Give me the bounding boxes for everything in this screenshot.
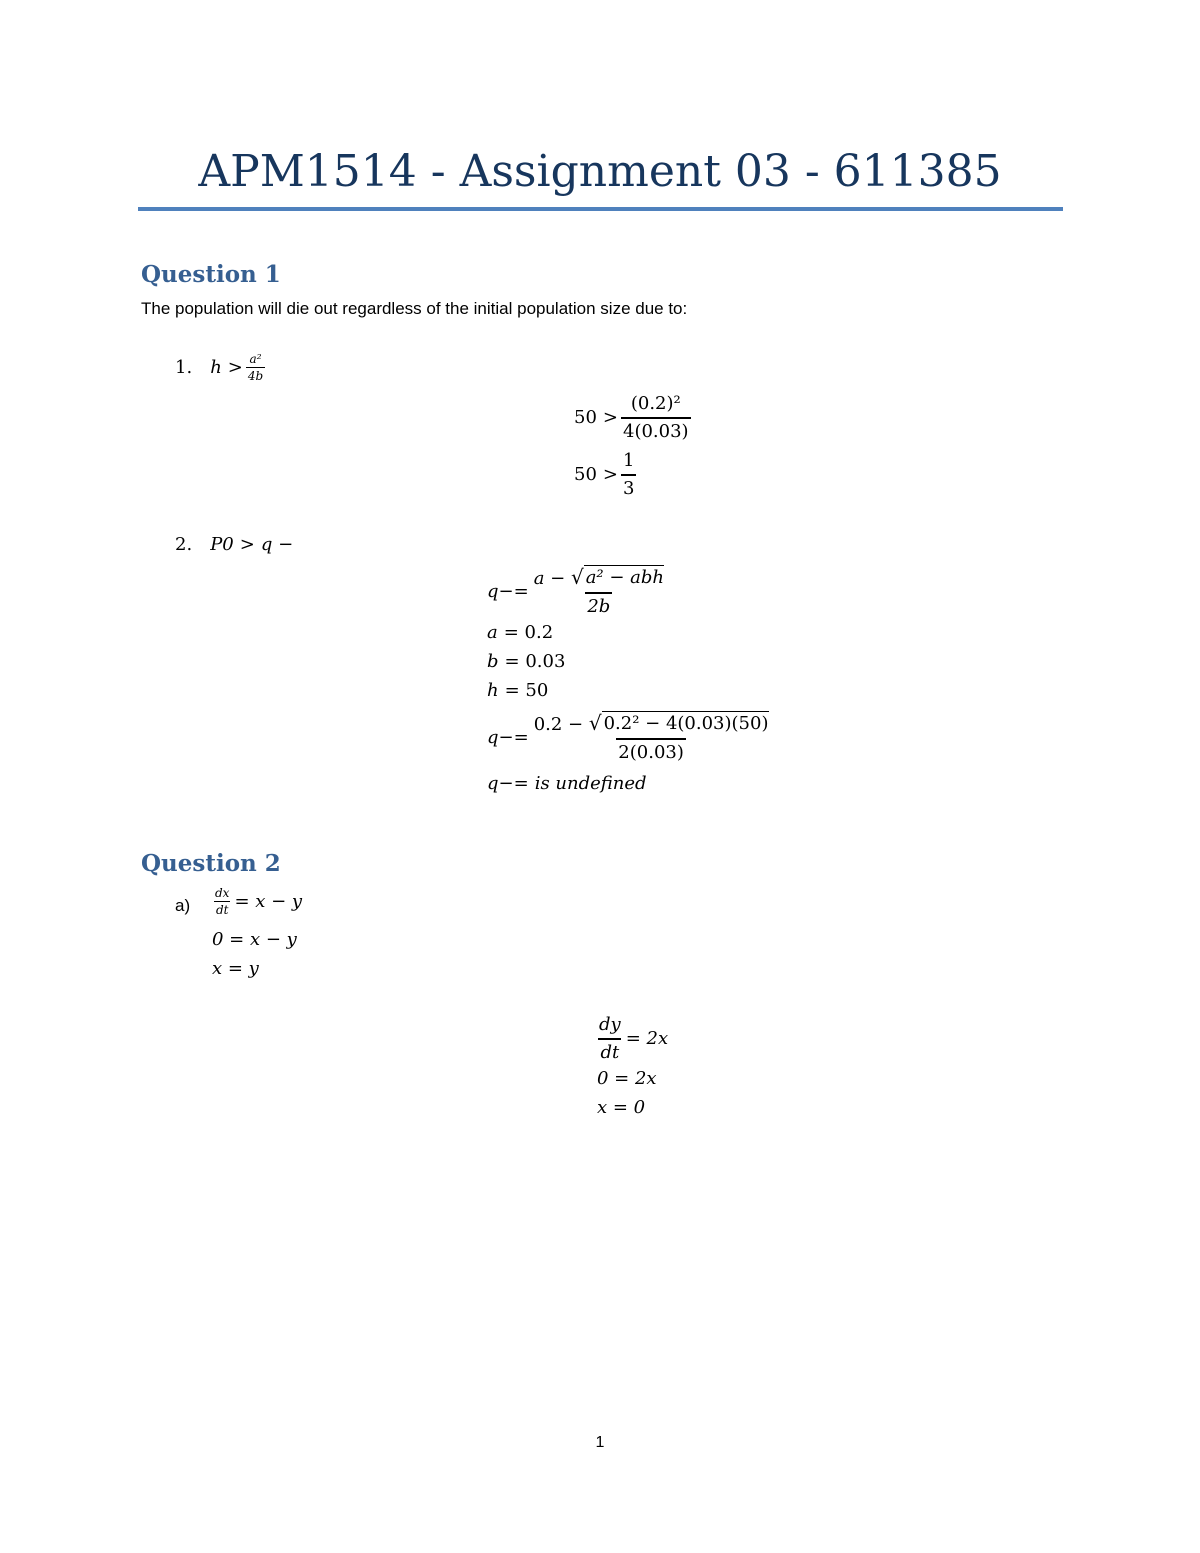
fraction-denominator: 4(0.03) — [621, 417, 691, 444]
q-lhs: q−= — [487, 581, 529, 602]
item-1-work-line-2 — [574, 449, 639, 501]
fraction-denominator: 4b — [247, 369, 264, 383]
numerator-term: 0.2 − — [533, 714, 589, 735]
part-a-line-2: 0 = x − y — [212, 929, 297, 950]
dy-dt-fraction — [597, 1013, 623, 1065]
fraction-denominator: 3 — [621, 474, 636, 501]
question-1-heading: Question 1 — [141, 261, 281, 288]
result-text: is undefined — [534, 773, 647, 794]
radicand: a² − abh — [585, 567, 665, 588]
fraction-numerator: (0.2)² — [630, 393, 681, 414]
radicand: 0.2² − 4(0.03)(50) — [603, 713, 769, 734]
fraction-denominator: 2(0.03) — [616, 738, 686, 765]
work-op: > — [602, 407, 618, 428]
q-minus-substitution — [487, 711, 774, 765]
fraction-numerator: dy — [599, 1014, 621, 1035]
item-1-work-line-1 — [574, 392, 694, 444]
item-1-condition — [175, 352, 268, 383]
fraction-denominator: dt — [598, 1038, 621, 1065]
work-fraction — [621, 392, 691, 444]
variable-value: = 50 — [504, 680, 549, 701]
fraction-denominator: 2b — [585, 592, 612, 619]
question-1-intro: The population will die out regardless of the initial population size due to: — [141, 299, 688, 318]
q-lhs: q−= — [487, 773, 529, 794]
variable-value: = 0.2 — [503, 622, 554, 643]
dx-dt-fraction — [213, 886, 231, 917]
variable-h — [487, 679, 548, 703]
fraction-numerator: 1 — [623, 450, 635, 471]
item-2-op: > — [239, 534, 255, 555]
q-fraction — [532, 565, 666, 619]
variable-name: h — [487, 680, 499, 701]
item-2-condition — [175, 533, 293, 557]
fraction-numerator — [532, 711, 771, 738]
work-op: > — [602, 464, 618, 485]
fraction-denominator: dt — [215, 903, 229, 917]
fraction-numerator: dx — [215, 886, 230, 900]
fraction-numerator — [532, 565, 666, 592]
item-2-number: 2. — [175, 534, 193, 555]
part-b-line-3: x = 0 — [597, 1097, 646, 1118]
part-b-line-2: 0 = 2x — [597, 1068, 657, 1089]
part-a-line-3: x = y — [212, 958, 259, 979]
item-1-fraction — [246, 352, 265, 383]
part-a-equation — [210, 886, 302, 917]
q-minus-definition — [487, 565, 669, 619]
item-2-expr-a: P0 — [210, 534, 234, 555]
variable-value: = 0.03 — [504, 651, 566, 672]
work-lhs: 50 — [574, 407, 597, 428]
work-fraction — [621, 449, 636, 501]
q-lhs: q−= — [487, 727, 529, 748]
page-number: 1 — [595, 1434, 605, 1451]
q-minus-result — [487, 772, 647, 796]
square-root: √ 0.2² − 4(0.03)(50) — [588, 711, 769, 735]
q-fraction — [532, 711, 771, 765]
variable-name: a — [487, 622, 498, 643]
square-root: √ a² − abh — [570, 565, 665, 589]
item-1-op: > — [227, 356, 243, 378]
title-underline — [138, 207, 1063, 211]
equation-rhs: = x − y — [234, 890, 303, 912]
variable-name: b — [487, 651, 499, 672]
item-1-number: 1. — [175, 356, 193, 378]
fraction-numerator: a² — [249, 352, 262, 366]
item-1-lhs: h — [210, 356, 222, 378]
equation-rhs: = 2x — [625, 1028, 669, 1049]
item-2-expr-b: q − — [260, 534, 294, 555]
part-b-equation — [594, 1013, 668, 1065]
part-a-label: a) — [175, 896, 191, 915]
work-lhs: 50 — [574, 464, 597, 485]
question-2-heading: Question 2 — [141, 850, 281, 877]
document-title: APM1514 - Assignment 03 - 611385 — [198, 146, 1002, 197]
variable-a — [487, 621, 553, 645]
variable-b — [487, 650, 565, 674]
numerator-term: a − — [533, 568, 571, 589]
